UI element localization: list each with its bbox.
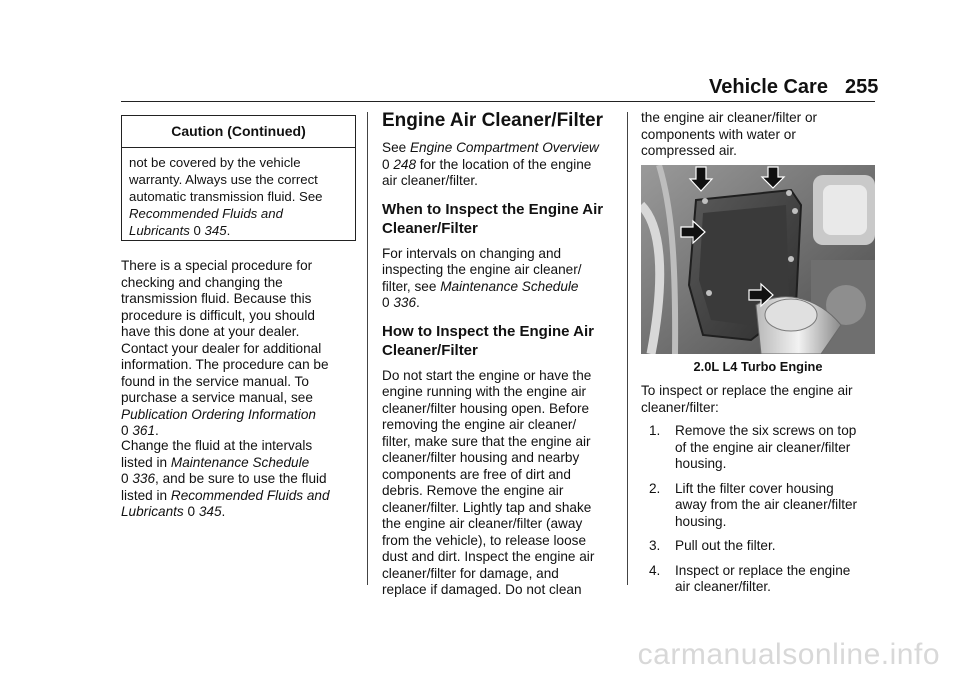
caution-line: automatic transmission fluid. See — [129, 189, 323, 204]
step-text: away from the air cleaner/filter — [675, 497, 858, 512]
caution-ref-title[interactable]: Lubricants — [129, 223, 190, 238]
caution-line: warranty. Always use the correct — [129, 172, 318, 187]
step-text: air cleaner/filter. — [675, 579, 771, 594]
text-line: checking and changing the — [121, 274, 283, 290]
cross-reference-page[interactable]: 248 — [393, 156, 417, 172]
cross-reference-page[interactable]: 336 — [393, 295, 417, 310]
cross-reference-link[interactable]: Maintenance Schedule — [170, 454, 310, 470]
section-heading: Engine Air Cleaner/Filter — [382, 110, 604, 131]
step-text: Remove the six screws on top — [675, 423, 857, 438]
cross-reference-link[interactable]: Recommended Fluids and — [170, 487, 330, 503]
text-run: , and be sure to use the fluid — [155, 471, 327, 486]
text-run: listed in — [121, 487, 171, 503]
text-run: listed in — [121, 454, 171, 470]
step-text: Pull out the filter. — [675, 538, 776, 553]
punctuation: . — [226, 223, 231, 238]
caution-box — [121, 115, 356, 241]
section-title: Vehicle Care — [709, 76, 828, 98]
header-divider — [121, 101, 875, 102]
text-line: replace if damaged. Do not clean — [382, 582, 582, 597]
column-divider-2 — [627, 112, 628, 585]
text-line: cleaner/filter housing and nearby — [382, 450, 580, 465]
punctuation: . — [416, 295, 420, 310]
punctuation: . — [221, 504, 226, 519]
text-line: have this done at your dealer. — [121, 324, 300, 339]
page-ref-arrow-icon: 0 — [382, 156, 390, 172]
text-line: For intervals on changing and — [382, 245, 562, 261]
page-ref-arrow-icon: 0 — [193, 223, 201, 238]
step-item — [641, 538, 881, 555]
text-line: the engine air cleaner/filter or — [641, 110, 818, 125]
text-line: air cleaner/filter. — [382, 173, 478, 188]
image-caption: 2.0L L4 Turbo Engine — [693, 359, 823, 374]
step-text: housing. — [675, 513, 727, 529]
text-line: inspecting the engine air cleaner/ — [382, 262, 582, 277]
text-line: components are free of dirt and — [382, 466, 571, 482]
subheading-how: Cleaner/Filter — [382, 341, 478, 359]
text-line: transmission fluid. Because this — [121, 291, 312, 306]
cross-reference-link[interactable]: Lubricants — [121, 504, 184, 519]
text-run: for the location of the engine — [416, 156, 592, 172]
text-run: filter, see — [382, 278, 441, 294]
text-line: the engine air cleaner/filter (away — [382, 516, 583, 531]
text-line: filter, make sure that the engine air — [382, 433, 591, 449]
col3-continued — [641, 110, 881, 160]
text-line: Change the fluid at the intervals — [121, 438, 313, 453]
caution-body — [122, 148, 355, 239]
text-line: cleaner/filter. Lightly tap and shake — [382, 499, 592, 515]
col2 — [382, 110, 622, 599]
step-text: housing. — [675, 456, 727, 471]
watermark: carmanualsonline.info — [637, 638, 940, 671]
col1-para1 — [121, 258, 361, 440]
cross-reference-page[interactable]: 336 — [132, 471, 156, 486]
text-line: cleaner/filter for damage, and — [382, 565, 559, 581]
step-number: 1. — [649, 423, 661, 438]
engine-photo — [641, 165, 875, 354]
step-number: 2. — [649, 480, 661, 496]
subheading-when: Cleaner/Filter — [382, 219, 478, 237]
step-text: of the engine air cleaner/filter — [675, 439, 851, 455]
step-text: Inspect or replace the engine — [675, 562, 851, 578]
text-line: cleaner/filter housing open. Before — [382, 400, 590, 416]
page-ref-arrow-icon: 0 — [121, 423, 129, 438]
cross-reference-link[interactable]: Engine Compartment Overview — [409, 140, 599, 155]
cross-reference-page[interactable]: 361 — [132, 423, 156, 438]
caution-ref-page[interactable]: 345 — [204, 223, 227, 238]
page-number: 255 — [845, 76, 879, 98]
step-number: 3. — [649, 538, 661, 553]
page-ref-arrow-icon: 0 — [121, 471, 129, 486]
page-ref-arrow-icon: 0 — [382, 295, 390, 310]
cross-reference-page[interactable]: 345 — [198, 504, 222, 519]
text-line: purchase a service manual, see — [121, 390, 313, 405]
text-line: To inspect or replace the engine air — [641, 383, 853, 398]
text-line: procedure is difficult, you should — [121, 307, 315, 323]
text-line: There is a special procedure for — [121, 258, 313, 273]
text-line: dust and dirt. Inspect the engine air — [382, 549, 595, 564]
text-line: engine running with the engine air — [382, 384, 587, 399]
text-line: debris. Remove the engine air — [382, 483, 564, 498]
punctuation: . — [155, 423, 159, 438]
cross-reference-link[interactable]: Maintenance Schedule — [440, 278, 579, 294]
step-number: 4. — [649, 562, 661, 578]
column-divider-1 — [367, 112, 368, 585]
text-line: removing the engine air cleaner/ — [382, 417, 577, 432]
subheading-how: How to Inspect the Engine Air — [382, 322, 594, 340]
text-line: from the vehicle), to release loose — [382, 532, 587, 548]
cross-reference-link[interactable]: Publication Ordering Information — [121, 406, 316, 422]
col1-para2 — [121, 438, 361, 521]
text-line: Do not start the engine or have the — [382, 367, 592, 383]
step-item — [641, 481, 881, 531]
text-line: components with water or — [641, 126, 796, 142]
text-line: found in the service manual. To — [121, 373, 309, 389]
text-run: See — [382, 140, 410, 155]
step-text: Lift the filter cover housing — [675, 480, 834, 496]
col3-instructions — [641, 383, 881, 604]
step-list — [641, 423, 881, 596]
text-line: compressed air. — [641, 143, 737, 158]
caution-ref-title[interactable]: Recommended Fluids and — [129, 206, 283, 221]
text-line: information. The procedure can be — [121, 357, 329, 372]
text-line: cleaner/filter: — [641, 399, 719, 415]
page-ref-arrow-icon: 0 — [187, 504, 196, 519]
caution-title: Caution (Continued) — [122, 116, 355, 148]
text-line: Contact your dealer for additional — [121, 340, 322, 356]
caution-line: not be covered by the vehicle — [129, 155, 301, 170]
subheading-when: When to Inspect the Engine Air — [382, 200, 604, 218]
step-item — [641, 423, 881, 473]
step-item — [641, 563, 881, 596]
